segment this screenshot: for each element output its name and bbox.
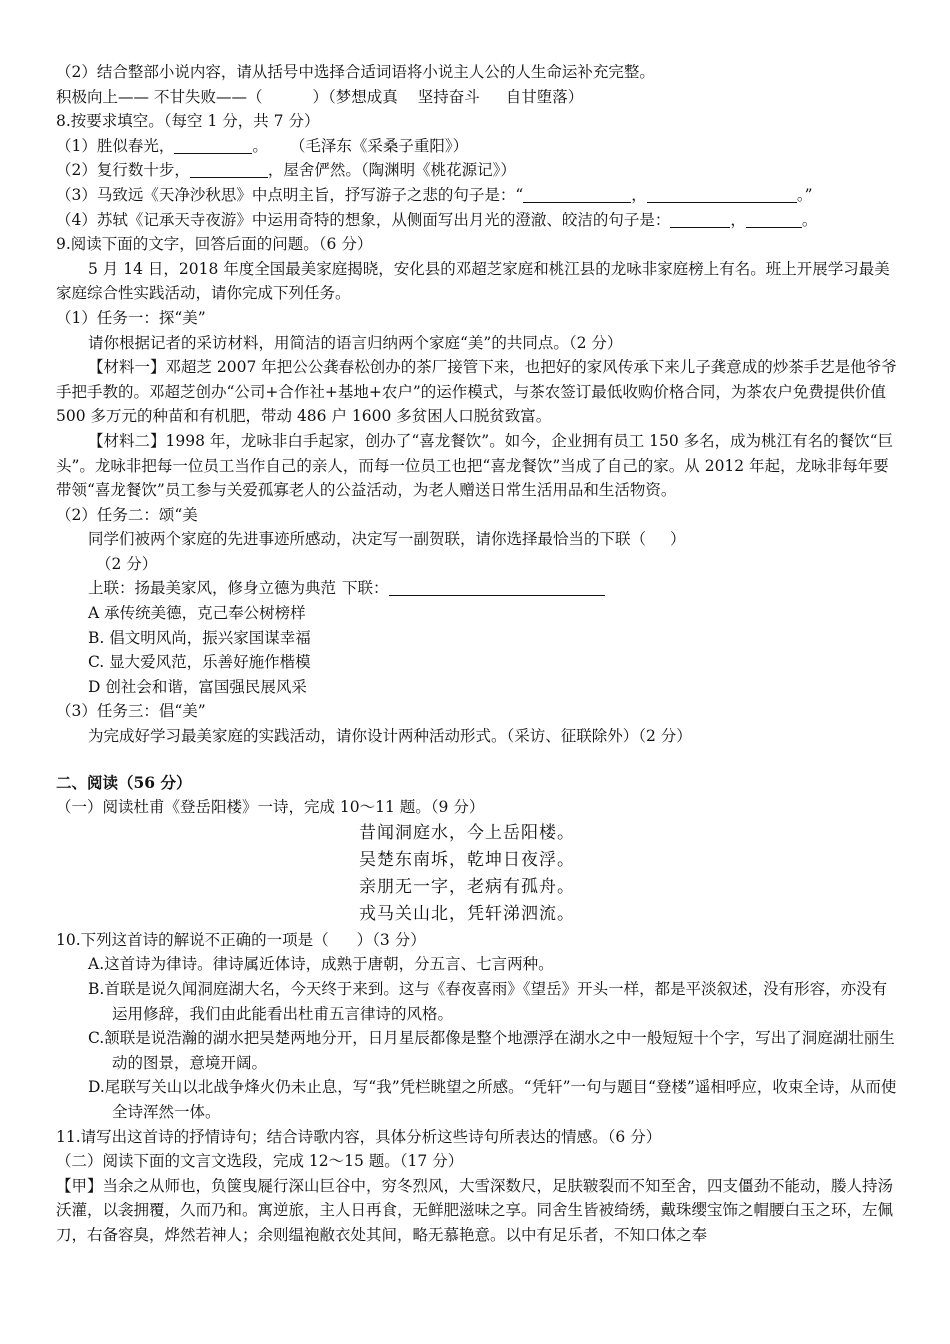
task-2-text: 同学们被两个家庭的先进事迹所感动，决定写一副贺联，请你选择最恰当的下联（	[88, 530, 647, 549]
fate-a: 积极向上——	[56, 87, 150, 106]
q11-title: 11.请写出这首诗的抒情诗句；结合诗歌内容，具体分析这些诗句所表达的情感。（6 分）	[56, 1127, 662, 1146]
q8-l3-end: 。”	[796, 185, 813, 204]
lower-couplet-label: 下联：	[342, 579, 389, 598]
q8-l2-text: （2）复行数十步，	[56, 161, 190, 180]
part-2-heading: 二、阅读（56 分）	[56, 772, 192, 792]
section-2-intro: （二）阅读下面的文言文选段，完成 12～15 题。（17 分）	[56, 1152, 464, 1171]
q10-option: A.这首诗为律诗。律诗属近体诗，成熟于唐朝，分五言、七言两种。	[88, 955, 554, 974]
fill-blank[interactable]	[523, 186, 631, 203]
q9-task-2-question	[56, 527, 900, 552]
fate-c: ）（梦想成真	[312, 87, 398, 106]
q10-text: 10.下列这首诗的解说不正确的一项是（	[56, 930, 329, 949]
fate-b: 不甘失败——（	[153, 87, 263, 106]
q8-line-3	[56, 183, 900, 208]
passage-jia: 【甲】当余之从师也，负箧曳屣行深山巨谷中，穷冬烈风，大雪深数尺，足肤皲裂而不知至舍，四支僵劲不能动，媵人持汤沃灌，以衾拥覆，久而乃和。寓逆旅，主人日再食，无鲜肥滋味之享。同舍生皆被绮绣，戴珠缨宝饰之帽腰白玉之环，左佩刀，右备容臭，烨然若神人；余则缊袍敝衣处其间，略无慕艳意。以中有足乐者，不知口体之奉	[56, 1176, 894, 1244]
q10-option: B.首联是说久闻洞庭湖大名，今天终于来到。这与《春夜喜雨》《望岳》开头一样，都是平淡叙述，没有形容，亦没有运用修辞，我们由此能看出杜甫五言律诗的风格。	[88, 980, 888, 1023]
q8-l1-source: （毛泽东《采桑子重阳》）	[289, 136, 469, 155]
q9-title: 9.阅读下面的文字，回答后面的问题。（6 分）	[56, 235, 373, 254]
poem	[56, 820, 900, 928]
q7-sub2: （2）结合整部小说内容，请从括号中选择合适词语将小说主人公的人生命运补充完整。	[56, 63, 655, 81]
fill-blank[interactable]	[670, 211, 730, 228]
fate-option-3: 自甘堕落）	[505, 87, 584, 106]
q9-task-3: （3）任务三：倡“美”	[56, 702, 206, 721]
q8-l4-text: （4）苏轼《记承天寺夜游》中运用奇特的想象，从侧面写出月光的澄澈、皎洁的句子是：	[56, 210, 671, 229]
q8-l3-comma: ，	[631, 185, 647, 204]
fill-blank[interactable]	[647, 186, 797, 203]
fill-blank[interactable]	[389, 579, 605, 596]
poem-line: 吴楚东南坼，乾坤日夜浮。	[359, 849, 575, 870]
q10-option: C.颔联是说浩瀚的湖水把吴楚两地分开，日月星辰都像是整个地漂浮在湖水之中一般短短十个字，写出了洞庭湖壮丽生动的图景，意境开阔。	[88, 1029, 895, 1072]
q10-option: D.尾联写关山以北战争烽火仍未止息，写“我”凭栏眺望之所感。“凭轩”一句与题目“登楼”遥相呼应，收束全诗，从而使全诗浑然一体。	[88, 1078, 897, 1121]
material-1: 【材料一】邓超芝 2007 年把公公龚春松创办的茶厂接管下来，也把好的家风传承下来儿子龚意成的炒茶手艺是他爷爷手把手教的。邓超芝创办“公司+合作社+基地+农户”的运作模式，与茶农签订最低收购价格合同，为茶农户免费提供价值 500 多万元的种苗和有机肥，带动 486 户 1600 多贫困人口脱贫致富。	[56, 358, 897, 426]
q8-title: 8.按要求填空。（每空 1 分，共 7 分）	[56, 112, 320, 131]
q8-line-1	[56, 134, 900, 159]
couplet-option: C. 显大爱风范，乐善好施作楷模	[88, 653, 311, 672]
couplet-line	[56, 576, 900, 601]
fill-blank[interactable]	[746, 211, 802, 228]
q8-l2-source: ，屋舍俨然。（陶渊明《桃花源记》）	[267, 161, 516, 180]
q10-end: ）（3 分）	[356, 930, 426, 949]
q9-intro: 5 月 14 日，2018 年度全国最美家庭揭晓，安化县的邓超芝家庭和桃江县的龙咏非家庭榜上有名。班上开展学习最美家庭综合性实践活动，请你完成下列任务。	[56, 259, 890, 303]
section-1-intro: （一）阅读杜甫《登岳阳楼》一诗，完成 10～11 题。（9 分）	[56, 798, 485, 817]
q8-l4-end: 。	[801, 210, 818, 229]
couplet-option: A 承传统美德，克己奉公树榜样	[88, 604, 306, 623]
couplet-option: D 创社会和谐，富国强民展风采	[88, 677, 307, 696]
q7-fate-line	[56, 85, 900, 110]
q9-task-2: （2）任务二：颂“美	[56, 505, 198, 524]
q8-l4-comma: ，	[730, 210, 746, 229]
q9-task-3-question: 为完成好学习最美家庭的实践活动，请你设计两种活动形式。（采访、征联除外）（2 分）	[88, 727, 692, 746]
material-2: 【材料二】1998 年，龙咏非白手起家，创办了“喜龙餐饮”。如今，企业拥有员工 150 多名，成为桃江有名的餐饮“巨头”。龙咏非把每一位员工当作自己的亲人，而每一位员工也把“喜龙餐饮”当成了自己的家。从 2012 年起，龙咏非每年要带领“喜龙餐饮”员工参与关爱孤寡老人的公益活动，为老人赠送日常生活用品和生活物资。	[56, 431, 894, 500]
q8-line-4	[56, 208, 900, 233]
poem-line: 亲朋无一字，老病有孤舟。	[359, 876, 575, 897]
q8-l1-text: （1）胜似春光，	[56, 136, 175, 155]
q9-task-1: （1）任务一：探“美”	[56, 308, 206, 327]
upper-couplet: 上联：扬最美家风，修身立德为典范	[88, 579, 337, 598]
q9-task-1-question: 请你根据记者的采访材料，用简洁的语言归纳两个家庭“美”的共同点。（2 分）	[88, 333, 623, 352]
fill-blank[interactable]	[174, 137, 252, 154]
couplet-option: B. 倡文明风尚，振兴家国谋幸福	[88, 628, 311, 647]
q10-title	[56, 928, 900, 953]
poem-line: 昔闻洞庭水，今上岳阳楼。	[359, 822, 575, 843]
poem-line: 戎马关山北，凭轩涕泗流。	[359, 903, 575, 924]
q8-l3-text: （3）马致远《天净沙秋思》中点明主旨，抒写游子之悲的句子是：“	[56, 185, 524, 204]
q8-l1-punct: 。	[252, 136, 268, 155]
fate-option-2: 坚持奋斗	[417, 87, 480, 106]
fill-blank[interactable]	[190, 161, 268, 178]
q9-task-2-score: （2 分）	[96, 554, 158, 573]
task-2-paren-end: ）	[670, 530, 686, 549]
q8-line-2	[56, 158, 900, 183]
